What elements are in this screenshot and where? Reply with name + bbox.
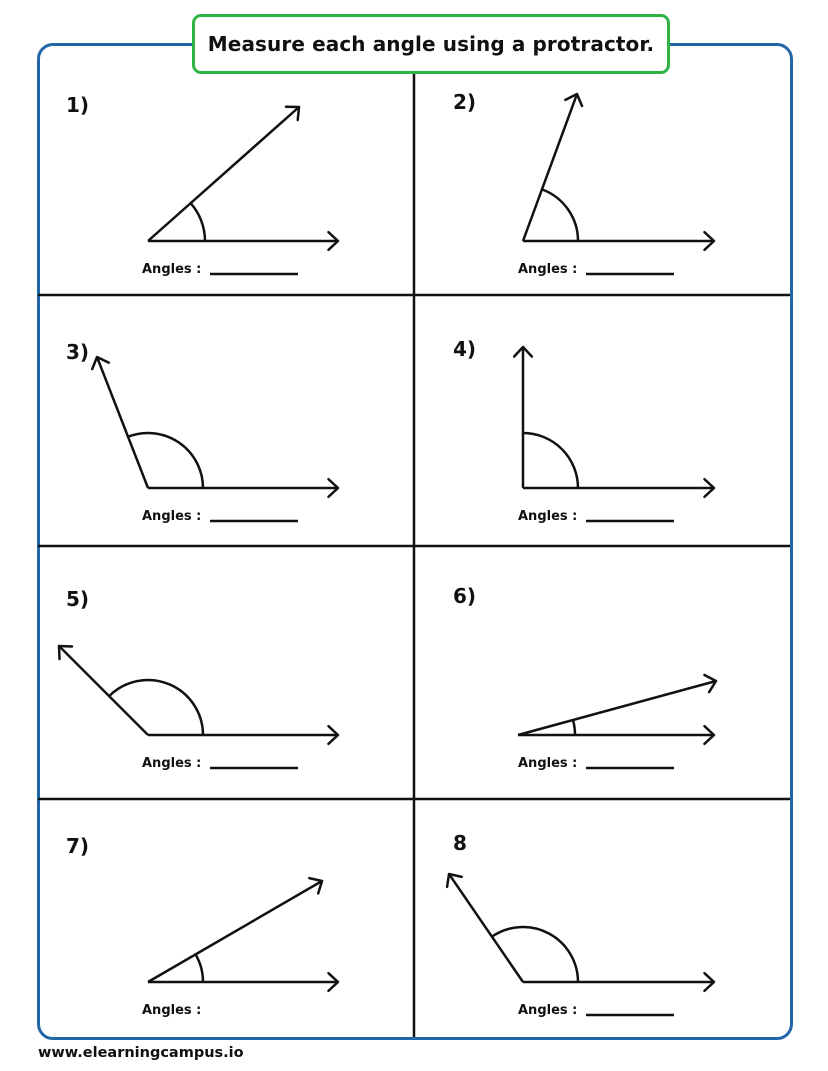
instruction-banner [192, 14, 670, 74]
problem-number: 8 [453, 831, 467, 855]
problem-2 [453, 90, 714, 277]
problem-7 [66, 834, 338, 1018]
answer-label: Angles : [518, 509, 578, 524]
grid-dividers [38, 74, 790, 1037]
answer-label: Angles : [142, 262, 202, 277]
problem-number: 6) [453, 584, 477, 608]
angle-arc [128, 433, 203, 488]
answer-label: Angles : [142, 1003, 202, 1018]
angle-ray [59, 646, 148, 735]
answer-label: Angles : [142, 756, 202, 771]
worksheet-title: Measure each angle using a protractor. [207, 32, 655, 56]
angle-ray [97, 357, 148, 488]
problem-number: 3) [66, 340, 90, 364]
angle-ray [518, 681, 716, 735]
angle-arc [191, 203, 205, 241]
angle-arc [542, 189, 578, 241]
angle-arc [196, 954, 203, 982]
footer-url: www.elearningcampus.io [38, 1045, 244, 1061]
answer-label: Angles : [518, 1003, 578, 1018]
problem-3 [66, 340, 338, 524]
angle-ray [523, 94, 577, 241]
problem-number: 7) [66, 834, 90, 858]
angle-arc [523, 433, 578, 488]
problem-number: 2) [453, 90, 477, 114]
problem-5 [59, 587, 338, 771]
angle-ray [148, 881, 322, 982]
angle-ray [148, 107, 299, 241]
problem-6 [453, 584, 716, 771]
problem-number: 5) [66, 587, 90, 611]
problem-1 [66, 93, 338, 277]
problem-number: 1) [66, 93, 90, 117]
problem-8 [447, 831, 714, 1018]
answer-label: Angles : [518, 756, 578, 771]
problem-number: 4) [453, 337, 477, 361]
angle-arc [573, 720, 575, 735]
problem-4 [453, 337, 714, 524]
angle-arc [109, 680, 203, 735]
answer-label: Angles : [142, 509, 202, 524]
answer-label: Angles : [518, 262, 578, 277]
